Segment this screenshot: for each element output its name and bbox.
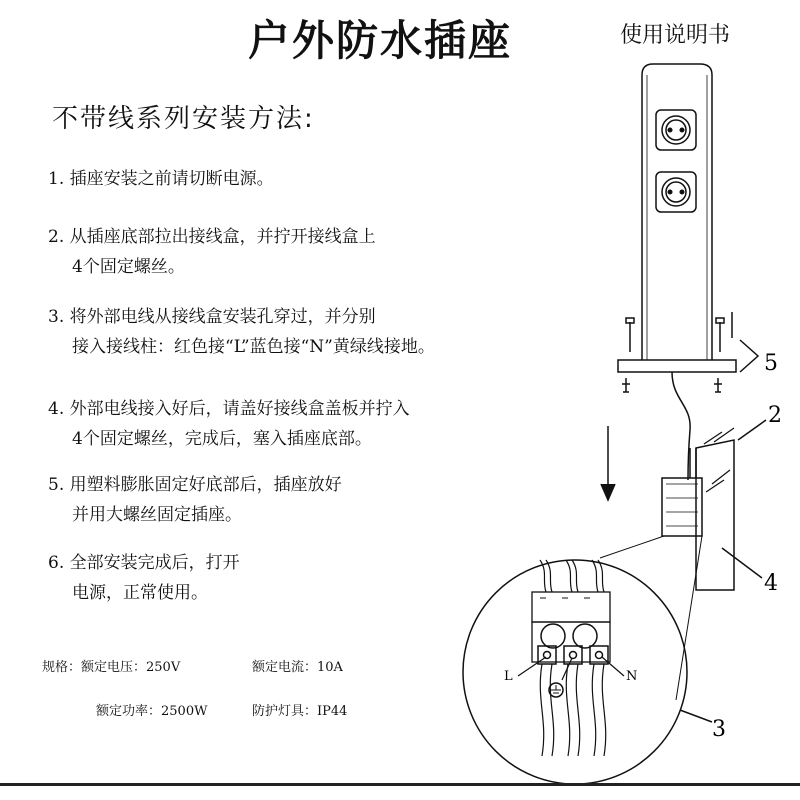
callout-3-leader	[680, 710, 712, 722]
spec-current: 额定电流：10A	[252, 660, 343, 675]
step-6-line-1: 6. 全部安装完成后，打开	[48, 553, 240, 573]
callout-4: 4	[764, 571, 778, 596]
step-3-line-2: 接入接线柱：红色接“L”蓝色接“N”黄绿线接地。	[72, 337, 435, 357]
terminal-neutral-label: N	[626, 669, 638, 684]
callout-3: 3	[712, 717, 726, 742]
callout-4-leader	[722, 548, 762, 578]
outlet-lower-icon	[656, 172, 696, 212]
step-6-line-2: 电源，正常使用。	[72, 583, 208, 603]
base-plate	[618, 360, 736, 372]
section-heading: 不带线系列安装方法:	[52, 104, 315, 134]
page-title: 户外防水插座	[248, 16, 513, 65]
step-4-line-1: 4. 外部电线接入好后，请盖好接线盒盖板并拧入	[48, 399, 410, 419]
ground-icon	[549, 683, 563, 697]
bottom-divider	[0, 783, 800, 786]
cable	[672, 372, 690, 480]
magnified-view	[463, 560, 687, 784]
terminal-live-label: L	[504, 669, 513, 684]
spec-power: 额定功率：2500W	[96, 704, 208, 719]
spec-protection: 防护灯具：IP44	[252, 704, 348, 719]
step-1-text: 1. 插座安装之前请切断电源。	[48, 169, 274, 189]
step-2-line-1: 2. 从插座底部拉出接线盒，并拧开接线盒上	[48, 227, 376, 247]
callout-5-leader	[740, 340, 758, 372]
step-4-line-2: 4个固定螺丝，完成后，塞入插座底部。	[72, 429, 372, 449]
callout-2-leader	[738, 420, 766, 440]
callout-5: 5	[764, 351, 778, 376]
step-3-line-1: 3. 将外部电线从接线盒安装孔穿过，并分别	[48, 307, 376, 327]
manual-label: 使用说明书	[620, 23, 731, 48]
terminal-block	[532, 592, 610, 664]
step-2-line-2: 4个固定螺丝。	[72, 257, 185, 277]
arrow-down-icon	[601, 426, 615, 500]
step-5-line-2: 并用大螺丝固定插座。	[72, 505, 242, 525]
step-5-line-1: 5. 用塑料膨胀固定好底部后，插座放好	[48, 475, 342, 495]
outlet-upper-icon	[656, 110, 696, 150]
callout-2: 2	[768, 403, 782, 428]
spec-voltage: 规格：额定电压：250V	[42, 660, 181, 675]
